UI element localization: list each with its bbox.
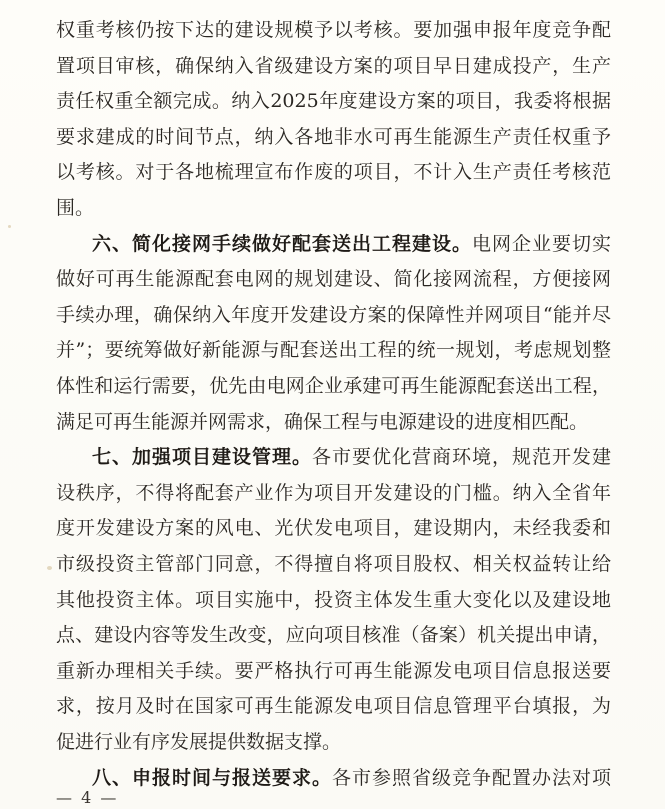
section-7-lead: 各市要优化营商环境，规范开发建 [312,446,611,469]
page-number: — 4 — [56,788,119,807]
body-line: 手续办理，确保纳入年度开发建设方案的保障性并网项目“能并尽 [56,303,611,326]
body-line: 促进行业有序发展提供数据支撑。 [56,731,342,753]
body-line: 责任权重全额完成。纳入2025年度建设方案的项目，我委将根据 [56,90,611,113]
body-line: 度开发建设方案的风电、光伏发电项目，建设期内，未经我委和 [56,517,611,540]
section-6-first-line [92,228,611,260]
body-line: 体性和运行需要，优先由电网企业承建可再生能源配套送出工程， [56,375,611,397]
section-7-heading: 七、加强项目建设管理。 [92,446,312,469]
body-line: 置项目审核，确保纳入省级建设方案的项目早日建成投产，生产 [56,54,611,77]
body-line: 其他投资主体。项目实施中，投资主体发生重大变化以及建设地 [56,588,611,611]
section-8-lead: 各市参照省级竞争配置办法对项 [332,766,611,789]
body-line: 市级投资主管部门同意，不得擅自将项目股权、相关权益转让给 [56,553,611,575]
paper-speck [8,225,11,228]
body-line: 权重考核仍按下达的建设规模予以考核。要加强申报年度竞争配 [56,19,611,41]
body-line: 要求建成的时间节点，纳入各地非水可再生能源生产责任权重予 [56,125,611,148]
body-line: 重新办理相关手续。要严格执行可再生能源发电项目信息报送要 [56,659,611,682]
body-line: 满足可再生能源并网需求，确保工程与电源建设的进度相匹配。 [56,410,589,433]
body-line: 做好可再生能源配套电网的规划建设、简化接网流程，方便接网 [56,268,611,291]
body-line: 求，按月及时在国家可再生能源发电项目信息管理平台填报，为 [56,695,611,718]
body-line: 设秩序，不得将配套产业作为项目开发建设的门槛。纳入全省年 [56,481,611,504]
paper-speck [47,566,52,570]
body-line: 围。 [56,197,95,219]
body-line: 并”；要统筹做好新能源与配套送出工程的统一规划，考虑规划整 [56,339,611,362]
body-line: 以考核。对于各地梳理宣布作废的项目，不计入生产责任考核范 [56,161,611,184]
section-6-lead: 电网企业要切实 [471,232,611,255]
body-line: 点、建设内容等发生改变，应向项目核准（备案）机关提出申请， [56,624,611,647]
section-6-heading: 六、简化接网手续做好配套送出工程建设。 [92,232,472,255]
section-7-first-line [92,441,611,473]
section-8-first-line [92,762,611,794]
section-8-heading: 八、申报时间与报送要求。 [92,766,332,789]
